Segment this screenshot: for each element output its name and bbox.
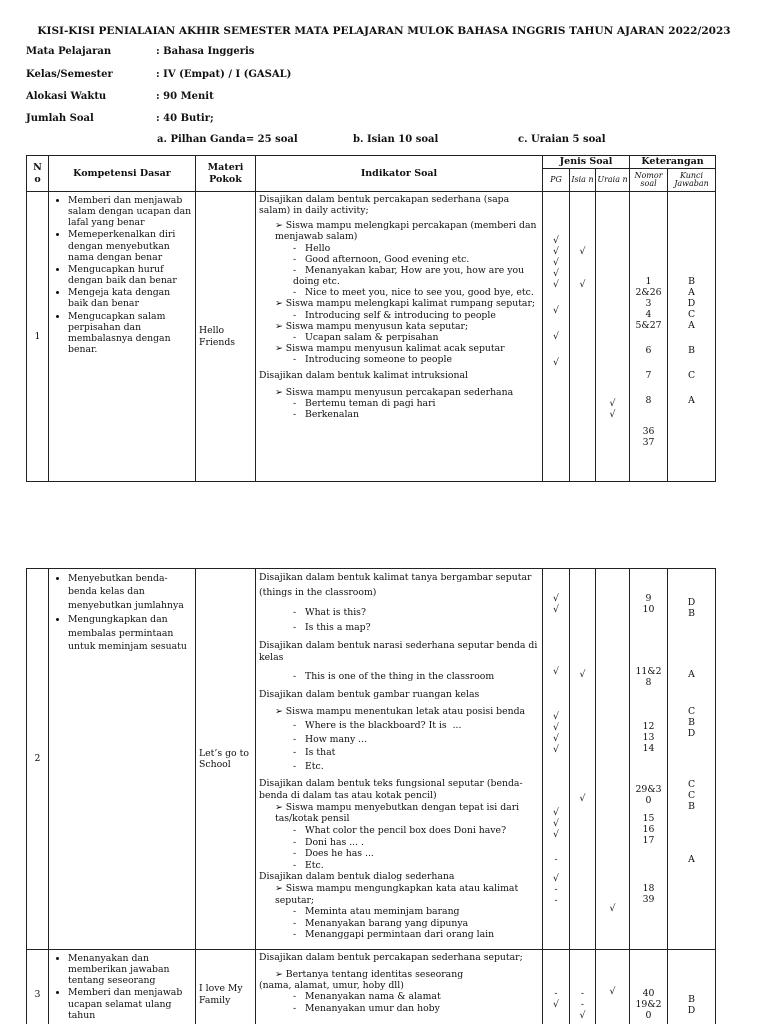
table-row [27,569,716,950]
materi-cell: Let’s go to School [196,569,256,950]
indikator-line: - This is one of the thing in the classroom [293,671,495,683]
materi-cell: Hello Friends [196,192,256,482]
indikator-line: - Does he has ... [293,848,374,860]
indikator-line: - Doni has ... . [293,836,365,848]
row-number: 3 [27,950,49,1024]
indikator-line: ➢ Siswa mampu menentukan letak atau posisi benda [259,706,539,718]
indikator-line: - Introducing someone to people [293,354,452,366]
pg-cell: - √ [543,950,570,1024]
header-jenis: Jenis Soal [543,156,630,169]
list-item: • Menyebutkan benda-benda kelas dan menyebutkan jumlahnya [68,572,192,612]
list-item: • Mengungkapkan dan membalas permintaan untuk meminjam sesuatu [68,613,192,653]
grid-table-page2 [26,568,716,1024]
isian-cell: √ √ [570,192,596,482]
list-item: • Menanyakan dan memberikan jawaban tentang seseorang [68,953,192,986]
indikator-line: ➢ Siswa mampu menyusun kalimat acak seputar [259,343,539,354]
kunci-cell: D B A C B D C C B A [668,569,716,950]
indikator-line: ➢ Siswa mampu mengungkapkan kata atau kalimat seputar; [259,883,539,906]
indikator-cell [256,192,543,482]
uraian-cell: √ [596,950,630,1024]
header-ket: Keterangan [630,156,716,169]
header-no: N o [27,156,49,192]
indikator-line: - Hello [293,242,331,254]
indikator-line: ➢ Siswa mampu menyebutkan dengan tepat isi dari tas/kotak pensil [259,802,539,825]
indikator-line: - Menanyakan nama & alamat [293,991,441,1003]
nomor-cell: 9 10 11&28 12 13 14 29&30 15 16 17 18 39 [630,569,668,950]
indikator-line: (nama, alamat, umur, hoby dll) [259,980,404,992]
indikator-line: - Etc. [293,760,324,772]
kunci-cell: B D [668,950,716,1024]
indikator-cell [256,950,543,1024]
pg-cell: √ √ √ √ √ √ √ √ √ √ - √ - - [543,569,570,950]
grid-table-page1 [26,155,716,482]
isian-cell: - - √ [570,950,596,1024]
indikator-line: Disajikan dalam bentuk teks fungsional seputar (benda-benda di dalam tas atau kotak pencil) [259,778,523,802]
header-kunci: Kunci Jawaban [668,169,716,192]
uraian-cell: √ [596,569,630,950]
indikator-line: - Introducing self & introducing to people [293,309,496,321]
indikator-line: Disajikan dalam bentuk percakapan sederhana (sapa salam) in daily activity; [259,194,513,217]
indikator-line: ➢ Siswa mampu melengkapi percakapan (memberi dan menjawab salam) [259,220,539,242]
indikator-line: - What color the pencil box does Doni have? [293,824,507,836]
kd-cell [49,569,196,950]
meta-total: Jumlah Soal : 40 Butir; [26,113,214,124]
header-isian: Isia n [570,169,596,192]
count-isian: b. Isian 10 soal [353,134,439,145]
indikator-line: - Menanyakan kabar, How are you, how are you doing etc. [293,264,528,288]
indikator-line: - Berkenalan [293,408,359,420]
nomor-cell: 1 2&26 3 4 5&27 6 7 8 36 37 [630,192,668,482]
indikator-line: - Is that [293,747,336,759]
list-item: • Mengucapkan huruf dengan baik dan benar [68,264,192,286]
uraian-cell: √ √ [596,192,630,482]
indikator-line: Disajikan dalam bentuk percakapan sederhana seputar; [259,952,523,963]
isian-cell: √ √ [570,569,596,950]
kd-cell [49,192,196,482]
indikator-line: Disajikan dalam bentuk gambar ruangan kelas [259,688,480,700]
indikator-line: Disajikan dalam bentuk kalimat intruksional [259,370,469,382]
list-item: • Memberi dan menjawab salam dengan ucapan dan lafal yang benar [68,195,192,228]
list-item: • Memeperkenalkan diri dengan menyebutkan nama dengan benar [68,229,192,262]
indikator-line: ➢ Siswa mampu melengkapi kalimat rumpang seputar; [259,298,539,309]
row-number: 2 [27,569,49,950]
kunci-cell: B A D C A B C A [668,192,716,482]
indikator-line: ➢ Siswa mampu menyusun kata seputar; [259,321,539,332]
indikator-line: Disajikan dalam bentuk dialog sederhana [259,871,455,883]
row-number: 1 [27,192,49,482]
materi-cell: I love My Family [196,950,256,1024]
indikator-line: ➢ Bertanya tentang identitas seseorang [259,969,539,980]
count-pg: a. Pilhan Ganda= 25 soal [157,134,298,145]
indikator-line: - Good afternoon, Good evening etc. [293,253,470,265]
list-item: • Memberi dan menjawab ucapan selamat ulang tahun [68,987,192,1020]
meta-time: Alokasi Waktu : 90 Menit [26,91,214,102]
indikator-line: - Ucapan salam & perpisahan [293,331,439,343]
list-item: • Mengucapkan salam perpisahan dan membalasnya dengan benar. [68,311,192,356]
indikator-line: - What is this? [293,606,366,618]
indikator-cell [256,569,543,950]
meta-class: Kelas/Semester : IV (Empat) / I (GASAL) [26,69,292,80]
table-row [27,192,716,482]
indikator-line: - Nice to meet you, nice to see you, good bye, etc. [293,287,534,299]
indikator-line: - Menanggapi permintaan dari orang lain [293,929,495,941]
header-pg: PG [543,169,570,192]
indikator-line: - Menanyakan umur dan hoby [293,1002,440,1014]
indikator-line: - Etc. [293,859,324,871]
header-indikator: Indikator Soal [256,156,543,192]
header-nomor: Nomor soal [630,169,668,192]
nomor-cell: 40 19&20 [630,950,668,1024]
header-uraian: Uraia n [596,169,630,192]
indikator-line: - Meminta atau meminjam barang [293,906,460,918]
table-row [27,950,716,1024]
meta-subject: Mata Pelajaran : Bahasa Inggeris [26,46,255,57]
indikator-line: - Bertemu teman di pagi hari [293,397,436,409]
header-kd: Kompetensi Dasar [49,156,196,192]
indikator-line: - Is this a map? [293,622,371,634]
indikator-line: Disajikan dalam bentuk kalimat tanya bergambar seputar (things in the classroom) [259,572,535,598]
header-materi: Materi Pokok [196,156,256,192]
count-uraian: c. Uraian 5 soal [518,134,606,145]
kd-cell [49,950,196,1024]
indikator-line: Disajikan dalam bentuk narasi sederhana seputar benda di kelas [259,639,541,663]
indikator-line: - Menanyakan barang yang dipunya [293,917,469,929]
indikator-line: ➢ Siswa mampu menyusun percakapan sederhana [259,387,539,398]
list-item: • Mengeja kata dengan baik dan benar [68,287,192,309]
indikator-line: - How many ... [293,733,368,745]
pg-cell: √ √ √ √ √ √ √ √ [543,192,570,482]
indikator-line: - Where is the blackboard? It is ... [293,720,462,732]
document-title: KISI-KISI PENIALAIAN AKHIR SEMESTER MATA PELAJARAN MULOK BAHASA INGGRIS TAHUN AJARAN 2022/2023 [37,25,731,37]
